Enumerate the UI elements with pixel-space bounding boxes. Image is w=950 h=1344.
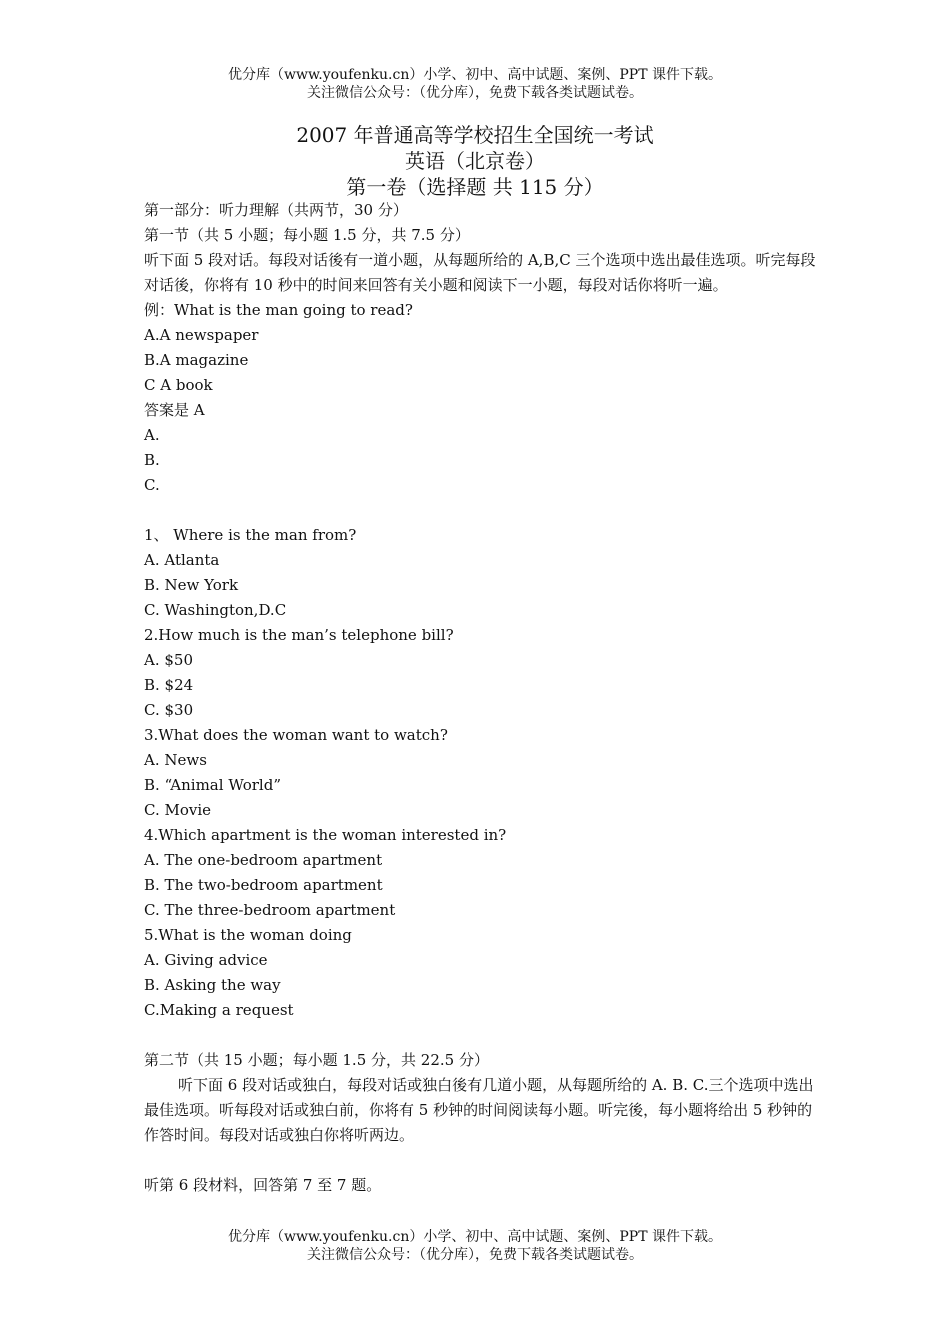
example-choice-a: A. [144, 426, 160, 444]
question-1-option-a: A. Atlanta [144, 551, 220, 569]
question-4: 4.Which apartment is the woman interested in? [144, 826, 507, 844]
question-2-option-c: C. $30 [144, 701, 194, 719]
exam-subtitle: 英语（北京卷） [405, 149, 545, 173]
section1-heading: 第一节（共 5 小题；每小题 1.5 分，共 7.5 分） [144, 226, 470, 244]
question-2-option-b: B. $24 [144, 676, 194, 694]
question-5-option-c: C.Making a request [144, 1001, 294, 1019]
exam-title: 2007 年普通高等学校招生全国统一考试 [296, 123, 654, 147]
example-option-a: A.A newspaper [144, 326, 259, 344]
footer-line-2: 关注微信公众号：（优分库），免费下载各类试题试卷。 [307, 1247, 643, 1263]
section2-heading: 第二节（共 15 小题；每小题 1.5 分，共 22.5 分） [144, 1051, 489, 1069]
spacer [144, 1023, 824, 1048]
material-6-heading: 听第 6 段材料，回答第 7 至 7 题。 [144, 1176, 382, 1194]
question-3-option-b: B. “Animal World” [144, 776, 281, 794]
section1-instructions: 听下面 5 段对话。每段对话後有一道小题，从每题所给的 A,B,C 三个选项中选出最佳选项。听完每段对话後，你将有 10 秒中的时间来回答有关小题和阅读下一小题，每段对话你将听一遍。 [144, 251, 816, 294]
example-option-b: B.A magazine [144, 351, 249, 369]
example-choice-c: C. [144, 476, 160, 494]
example-option-c: C A book [144, 376, 213, 394]
header-line-2: 关注微信公众号：（优分库），免费下载各类试题试卷。 [307, 85, 643, 101]
footer-line-1: 优分库（www.youfenku.cn）小学、初中、高中试题、案例、PPT 课件下载。 [227, 1229, 722, 1245]
spacer [144, 498, 824, 523]
example-answer: 答案是 A [144, 401, 205, 419]
exam-title-block [0, 122, 950, 200]
question-4-option-c: C. The three-bedroom apartment [144, 901, 396, 919]
page-footer [0, 1228, 950, 1264]
section2-instructions: 听下面 6 段对话或独白，每段对话或独白後有几道小题，从每题所给的 A. B. C.三个选项中选出最佳选项。听每段对话或独白前，你将有 5 秒钟的时间阅读每小题。听完後，每小题将给出 5 秒钟的作答时间。每段对话或独白你将听两边。 [144, 1076, 814, 1144]
question-3: 3.What does the woman want to watch? [144, 726, 448, 744]
part1-heading: 第一部分：听力理解（共两节，30 分） [144, 201, 408, 219]
exam-content [144, 198, 824, 1198]
question-1-option-c: C. Washington,D.C [144, 601, 287, 619]
question-5-option-b: B. Asking the way [144, 976, 281, 994]
question-3-option-c: C. Movie [144, 801, 212, 819]
question-2: 2.How much is the man’s telephone bill? [144, 626, 454, 644]
question-1: 1、 Where is the man from? [144, 526, 357, 544]
example-question: 例：What is the man going to read? [144, 301, 413, 319]
volume-title: 第一卷（选择题 共 115 分） [346, 175, 604, 199]
spacer [144, 1148, 824, 1173]
question-4-option-a: A. The one-bedroom apartment [144, 851, 383, 869]
page-header [0, 66, 950, 102]
question-3-option-a: A. News [144, 751, 207, 769]
question-5-option-a: A. Giving advice [144, 951, 268, 969]
question-5: 5.What is the woman doing [144, 926, 352, 944]
header-line-1: 优分库（www.youfenku.cn）小学、初中、高中试题、案例、PPT 课件下载。 [227, 67, 722, 83]
question-4-option-b: B. The two-bedroom apartment [144, 876, 383, 894]
question-1-option-b: B. New York [144, 576, 239, 594]
example-choice-b: B. [144, 451, 160, 469]
question-2-option-a: A. $50 [144, 651, 193, 669]
